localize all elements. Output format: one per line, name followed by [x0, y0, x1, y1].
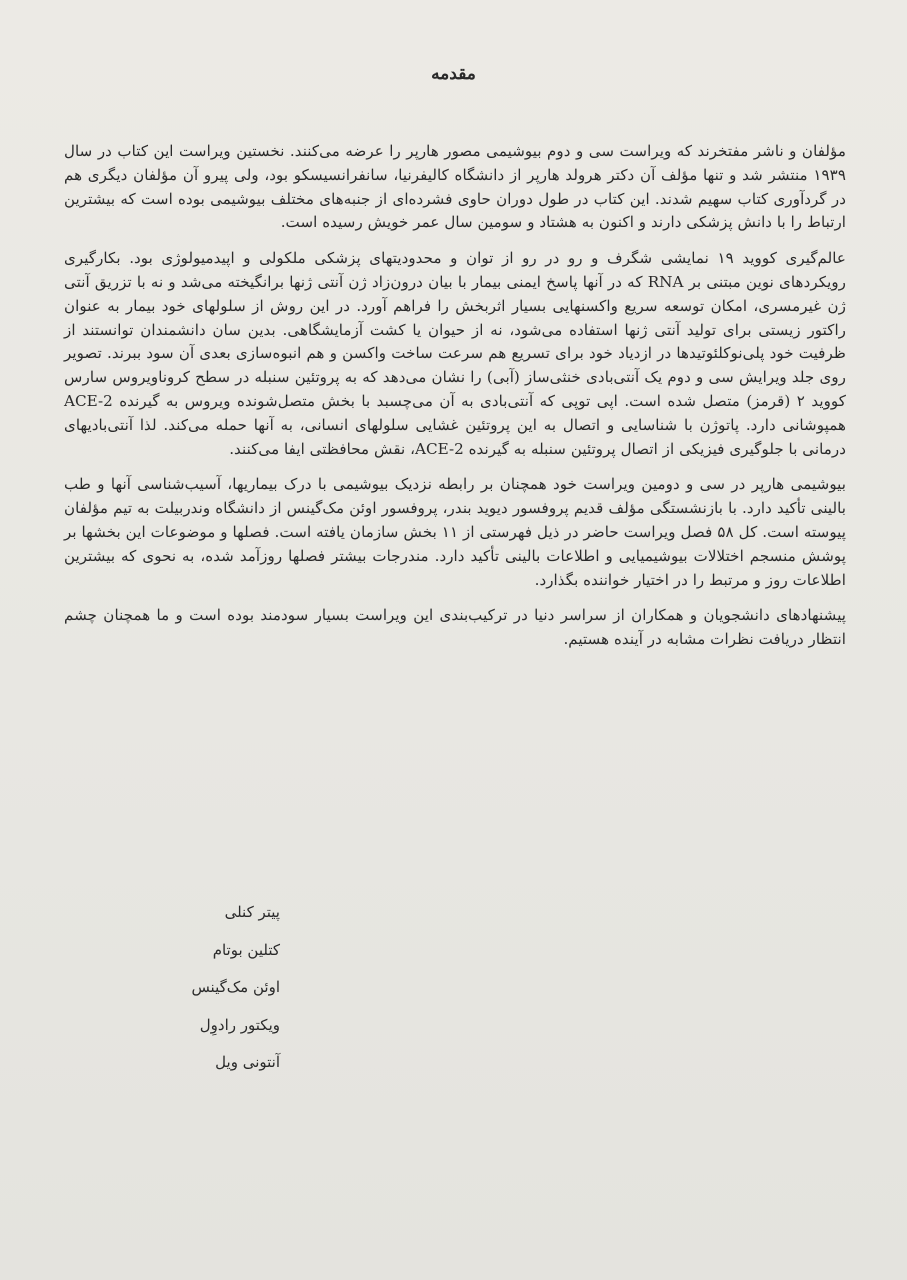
page-title: مقدمه	[431, 64, 476, 84]
paragraph-covid: عالم‌گیری کووید ۱۹ نمایشی شگرف و رو در رو از توان و محدودیتهای پزشکی ملکولی و اپیدمیولوژی بود. بکارگیری رویکردهای نوین مبتنی بر RNA که در آنها پاسخ ایمنی بیمار با بیان درون‌زاد ژن آنتی ژنها برانگیخته می‌شد و نه با تزریق آنتی ژن غیرمسری، امکان توسعه سریع واکسنهایی بسیار اثربخش را فراهم آورد. در این روش از سلولهای خود بیمار به عنوان راکتور زیستی برای تولید آنتی ژنها استفاده می‌شود، نه از حیوان یا کشت آزمایشگاهی. بدین سان دانشمندان توانستند از ظرفیت خود پلی‌نوکلئوتیدها در ازدیاد خود برای تسریع هم سرعت ساخت واکسن و هم انبوه‌سازی بعدی آن سود ببرند. تصویر روی جلد ویرایش سی و دوم یک آنتی‌بادی خنثی‌ساز (آبی) را نشان می‌دهد که به پروتئین سنبله در سطح کروناویروس سارس کووید ۲ (قرمز) متصل شده است. اپی توپی که آنتی‌بادی به آن می‌چسبد با بخش متصل‌شونده ویروس به گیرنده ACE-2 همپوشانی دارد. پاتوژن با شناسایی و اتصال به این پروتئین غشایی سلولهای انسانی، به آنها حمله می‌کند. لذا آنتی‌بادیهای درمانی با جلوگیری فیزیکی از اتصال پروتئین سنبله به گیرنده ACE-2، نقش محافظتی ایفا می‌کنند.	[64, 249, 846, 458]
author-name: ویکتور رادوِل	[199, 1015, 280, 1034]
author-name: آنتونی ویل	[215, 1053, 280, 1071]
author-name: کتلین بوتام	[212, 940, 280, 959]
paragraph-intro: مؤلفان و ناشر مفتخرند که ویراست سی و دوم بیوشیمی مصور هارپر را عرضه می‌کنند. نخستین ویراست این کتاب در سال ۱۹۳۹ منتشر شد و تنها مؤلف آن دکتر هرولد هارپر از دانشگاه کالیفرنیا، سانفرانسیسکو بود، ولی پیرو آن مؤلفان دیگری هم در گردآوری کتاب سهیم شدند. این کتاب در طول دوران حاوی فشرده‌ای از جنبه‌های مختلف بیوشیمی بوده است که بیشترین ارتباط را با دانش پزشکی دارند و اکنون به هشتاد و سومین سال عمر خویش رسیده است.	[64, 142, 846, 232]
body-text	[64, 140, 846, 664]
author-name: پیتر کنلی	[224, 903, 280, 921]
paragraph-feedback: پیشنهادهای دانشجویان و همکاران از سراسر دنیا در ترکیب‌بندی این ویراست بسیار سودمند بوده است و ما همچنان چشم انتظار دریافت نظرات مشابه در آینده هستیم.	[64, 606, 846, 649]
author-name: اوئن مک‌گینس	[191, 978, 280, 996]
author-signatures	[140, 894, 280, 1082]
paragraph-edition: بیوشیمی هارپر در سی و دومین ویراست خود همچنان بر رابطه نزدیک بیوشیمی با درک بیماریها، آسیب‌شناسی آنها و طب بالینی تأکید دارد. با بازنشستگی مؤلف قدیم پروفسور دیوید بندر، پروفسور اوئن مک‌گینس از دانشگاه وندربیلت به تیم مؤلفان پیوسته است. کل ۵۸ فصل ویراست حاضر در ذیل فهرستی از ۱۱ بخش سازمان یافته است. فصلها و موضوعات این بخشها بر پوشش منسجم اختلالات بیوشیمیایی و اطلاعات بالینی تأکید دارد. مندرجات بیشتر فصلها روزآمد شده، به نحوی که بیشترین اطلاعات روز و مرتبط را در اختیار خواننده بگذارد.	[64, 475, 846, 589]
